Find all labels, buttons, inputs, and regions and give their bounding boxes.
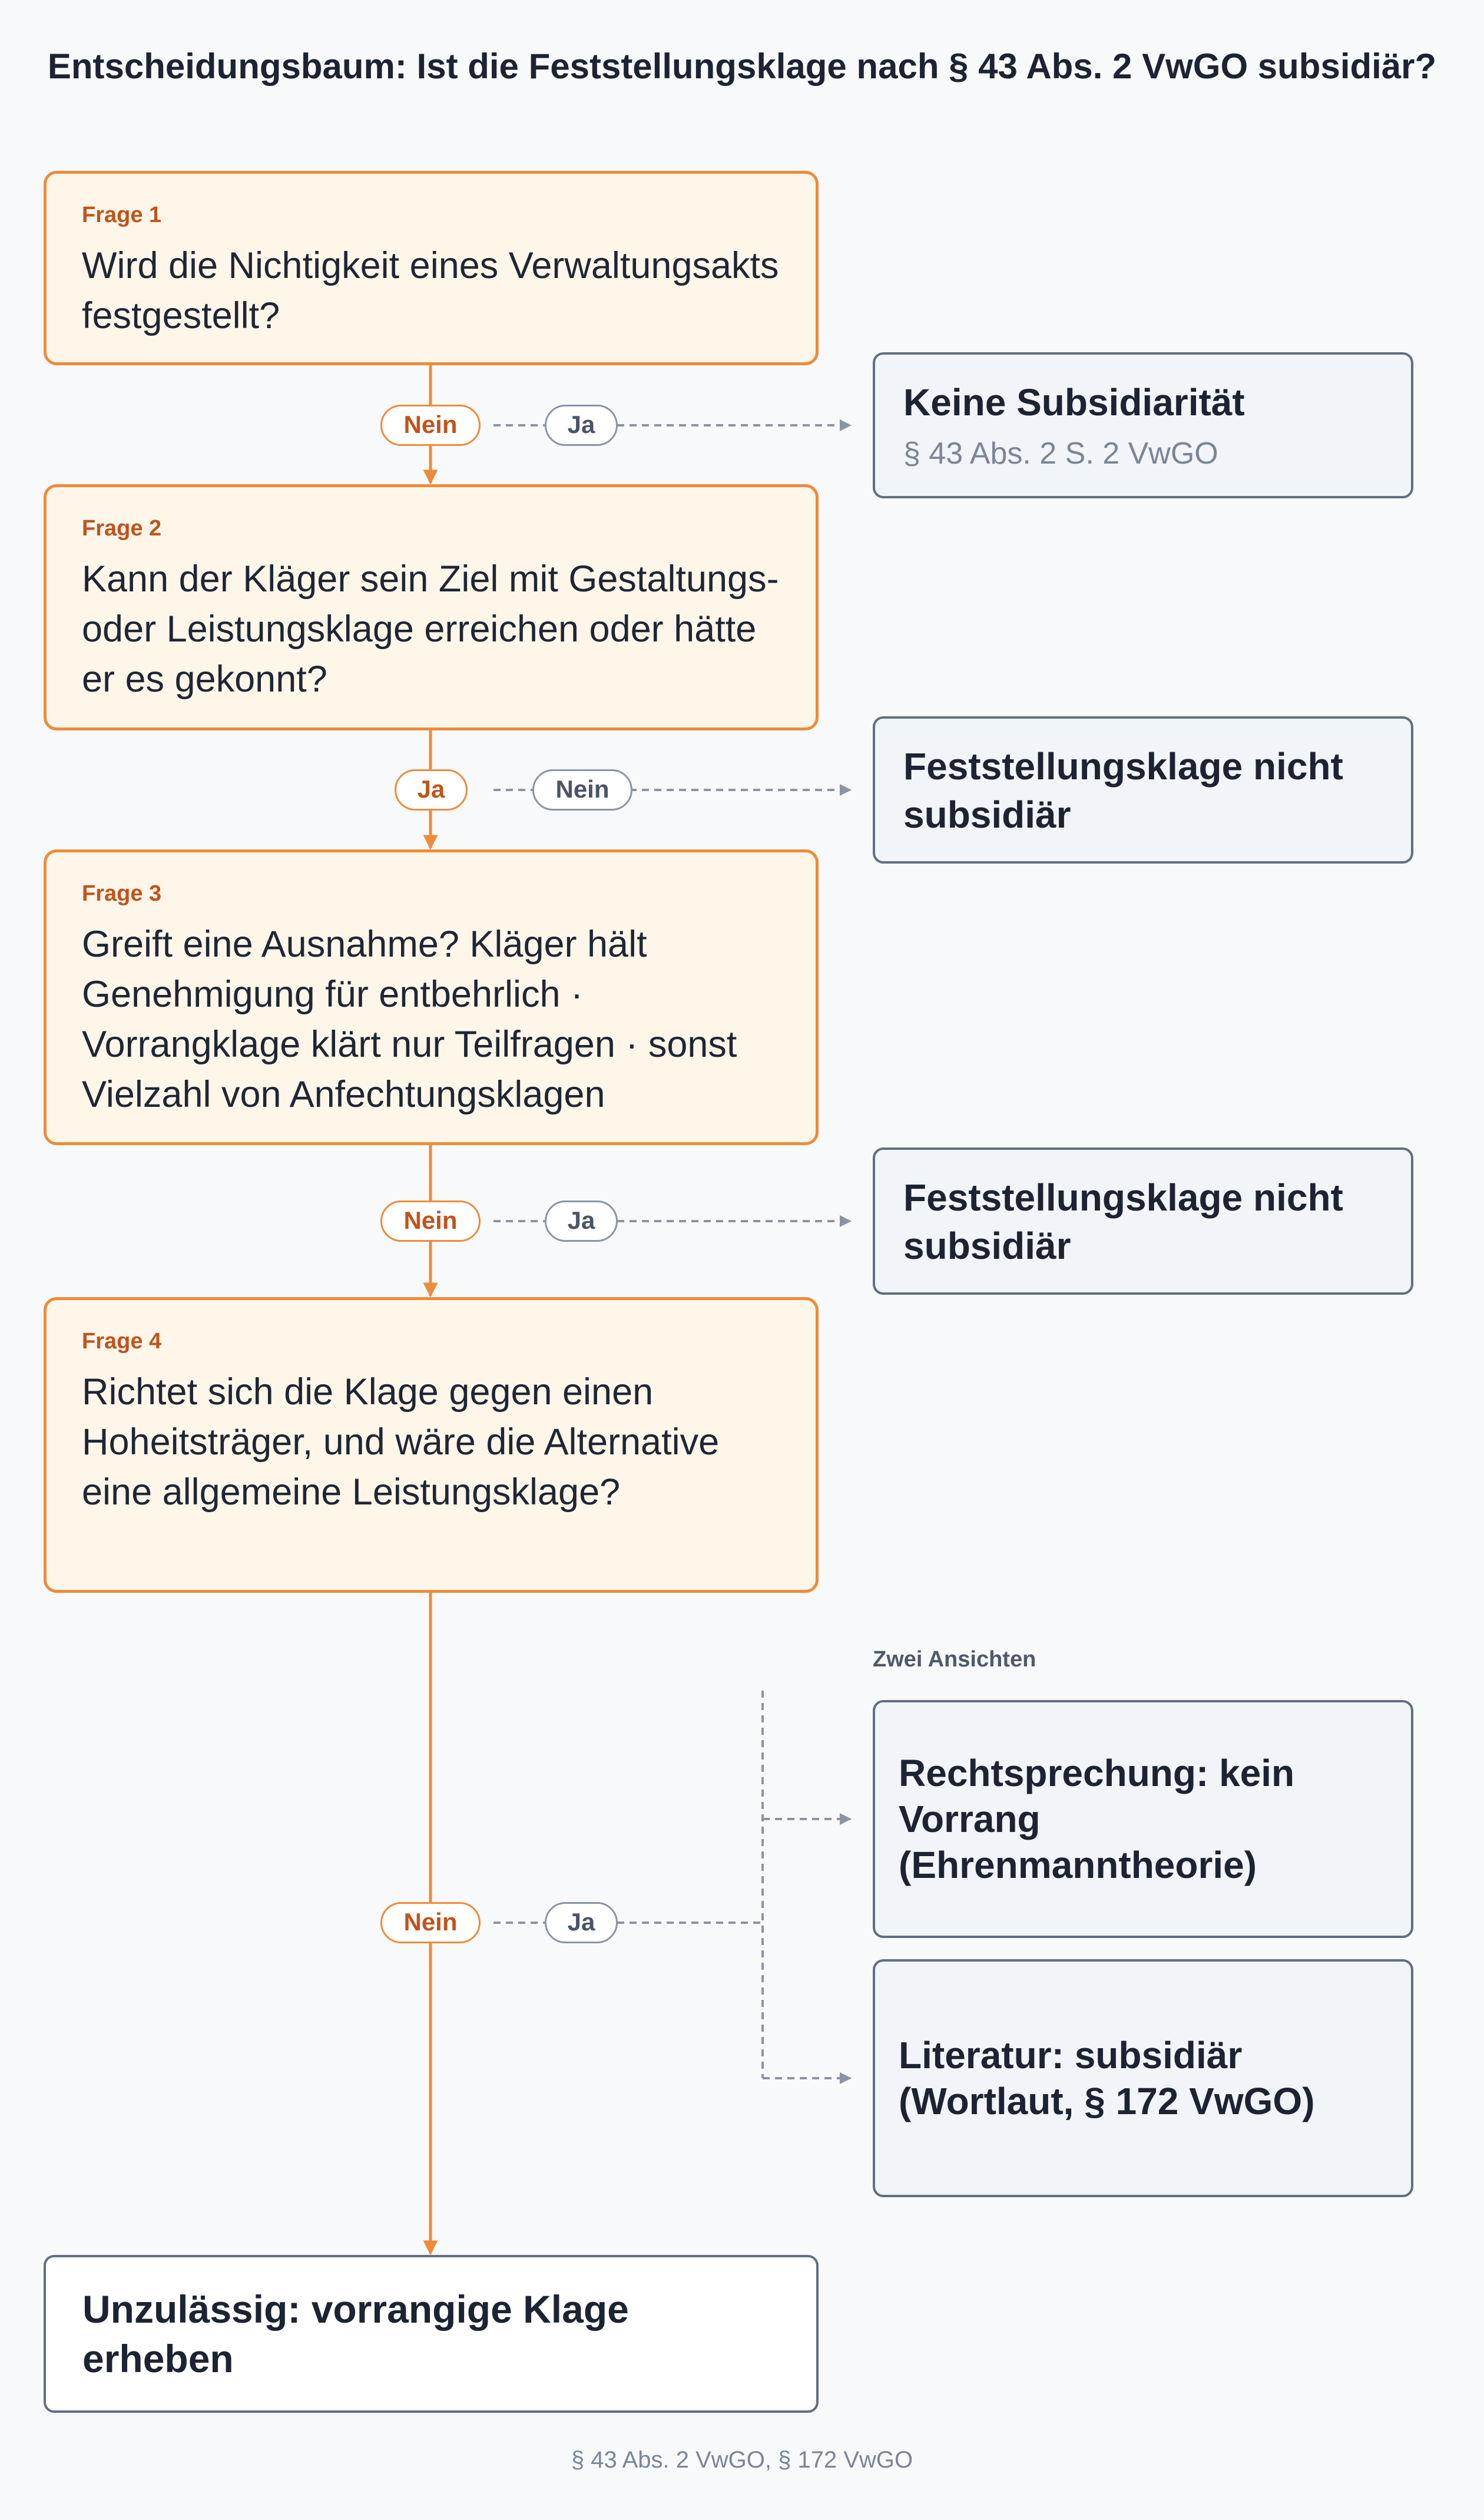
continue-pill-3: Nein bbox=[380, 1201, 481, 1242]
view-text-1: Rechtsprechung: kein Vorrang (Ehrenmanntheorie) bbox=[899, 1752, 1295, 1886]
continue-pill-4: Nein bbox=[380, 1902, 481, 1943]
question-label-4: Frage 4 bbox=[82, 1329, 162, 1354]
result-title-1: Keine Subsidiarität bbox=[903, 381, 1245, 424]
result-title-2: Feststellungsklage nicht subsidiär bbox=[903, 745, 1343, 836]
footer-citation: § 43 Abs. 2 VwGO, § 172 VwGO bbox=[571, 2447, 913, 2473]
end-box bbox=[44, 2255, 819, 2413]
exit-pill-4: Ja bbox=[545, 1902, 618, 1943]
exit-pill-1: Ja bbox=[545, 405, 618, 446]
diagram-title: Entscheidungsbaum: Ist die Feststellungsklage nach § 43 Abs. 2 VwGO subsidiär? bbox=[47, 47, 1437, 86]
exit-pill-3: Ja bbox=[545, 1201, 618, 1242]
question-text-3: Greift eine Ausnahme? Kläger hält Genehmigung für entbehrlich · Vorrangklage klärt nur Teilfragen · sonst Vielzahl von Anfechtungsklagen bbox=[82, 924, 737, 1115]
views-label: Zwei Ansichten bbox=[873, 1647, 1036, 1672]
result-subtitle-1: § 43 Abs. 2 S. 2 VwGO bbox=[903, 436, 1218, 471]
exit-pill-2: Nein bbox=[532, 769, 632, 811]
end-text: Unzulässig: vorrangige Klage erheben bbox=[82, 2287, 629, 2380]
question-box-1 bbox=[44, 171, 819, 365]
question-box-4 bbox=[44, 1297, 819, 1593]
result-title-3: Feststellungsklage nicht subsidiär bbox=[903, 1176, 1343, 1267]
question-box-2 bbox=[44, 484, 819, 730]
result-box-1 bbox=[873, 352, 1413, 498]
view-text-2: Literatur: subsidiär (Wortlaut, § 172 VwGO) bbox=[899, 2034, 1315, 2122]
question-text-4: Richtet sich die Klage gegen einen Hoheitsträger, und wäre die Alternative eine allgemeine Leistungsklage? bbox=[82, 1371, 720, 1513]
view-box-1 bbox=[873, 1700, 1413, 1938]
result-box-3 bbox=[873, 1147, 1413, 1295]
question-text-1: Wird die Nichtigkeit eines Verwaltungsakts festgestellt? bbox=[82, 245, 779, 336]
question-label-2: Frage 2 bbox=[82, 516, 162, 541]
question-text-2: Kann der Kläger sein Ziel mit Gestaltungs- oder Leistungsklage erreichen oder hätte er es gekonnt? bbox=[82, 558, 779, 700]
question-label-3: Frage 3 bbox=[82, 881, 162, 906]
result-box-2 bbox=[873, 716, 1413, 864]
continue-pill-2: Ja bbox=[395, 769, 468, 811]
question-box-3 bbox=[44, 849, 819, 1145]
view-box-2 bbox=[873, 1959, 1413, 2197]
question-label-1: Frage 1 bbox=[82, 203, 162, 227]
continue-pill-1: Nein bbox=[380, 405, 481, 446]
